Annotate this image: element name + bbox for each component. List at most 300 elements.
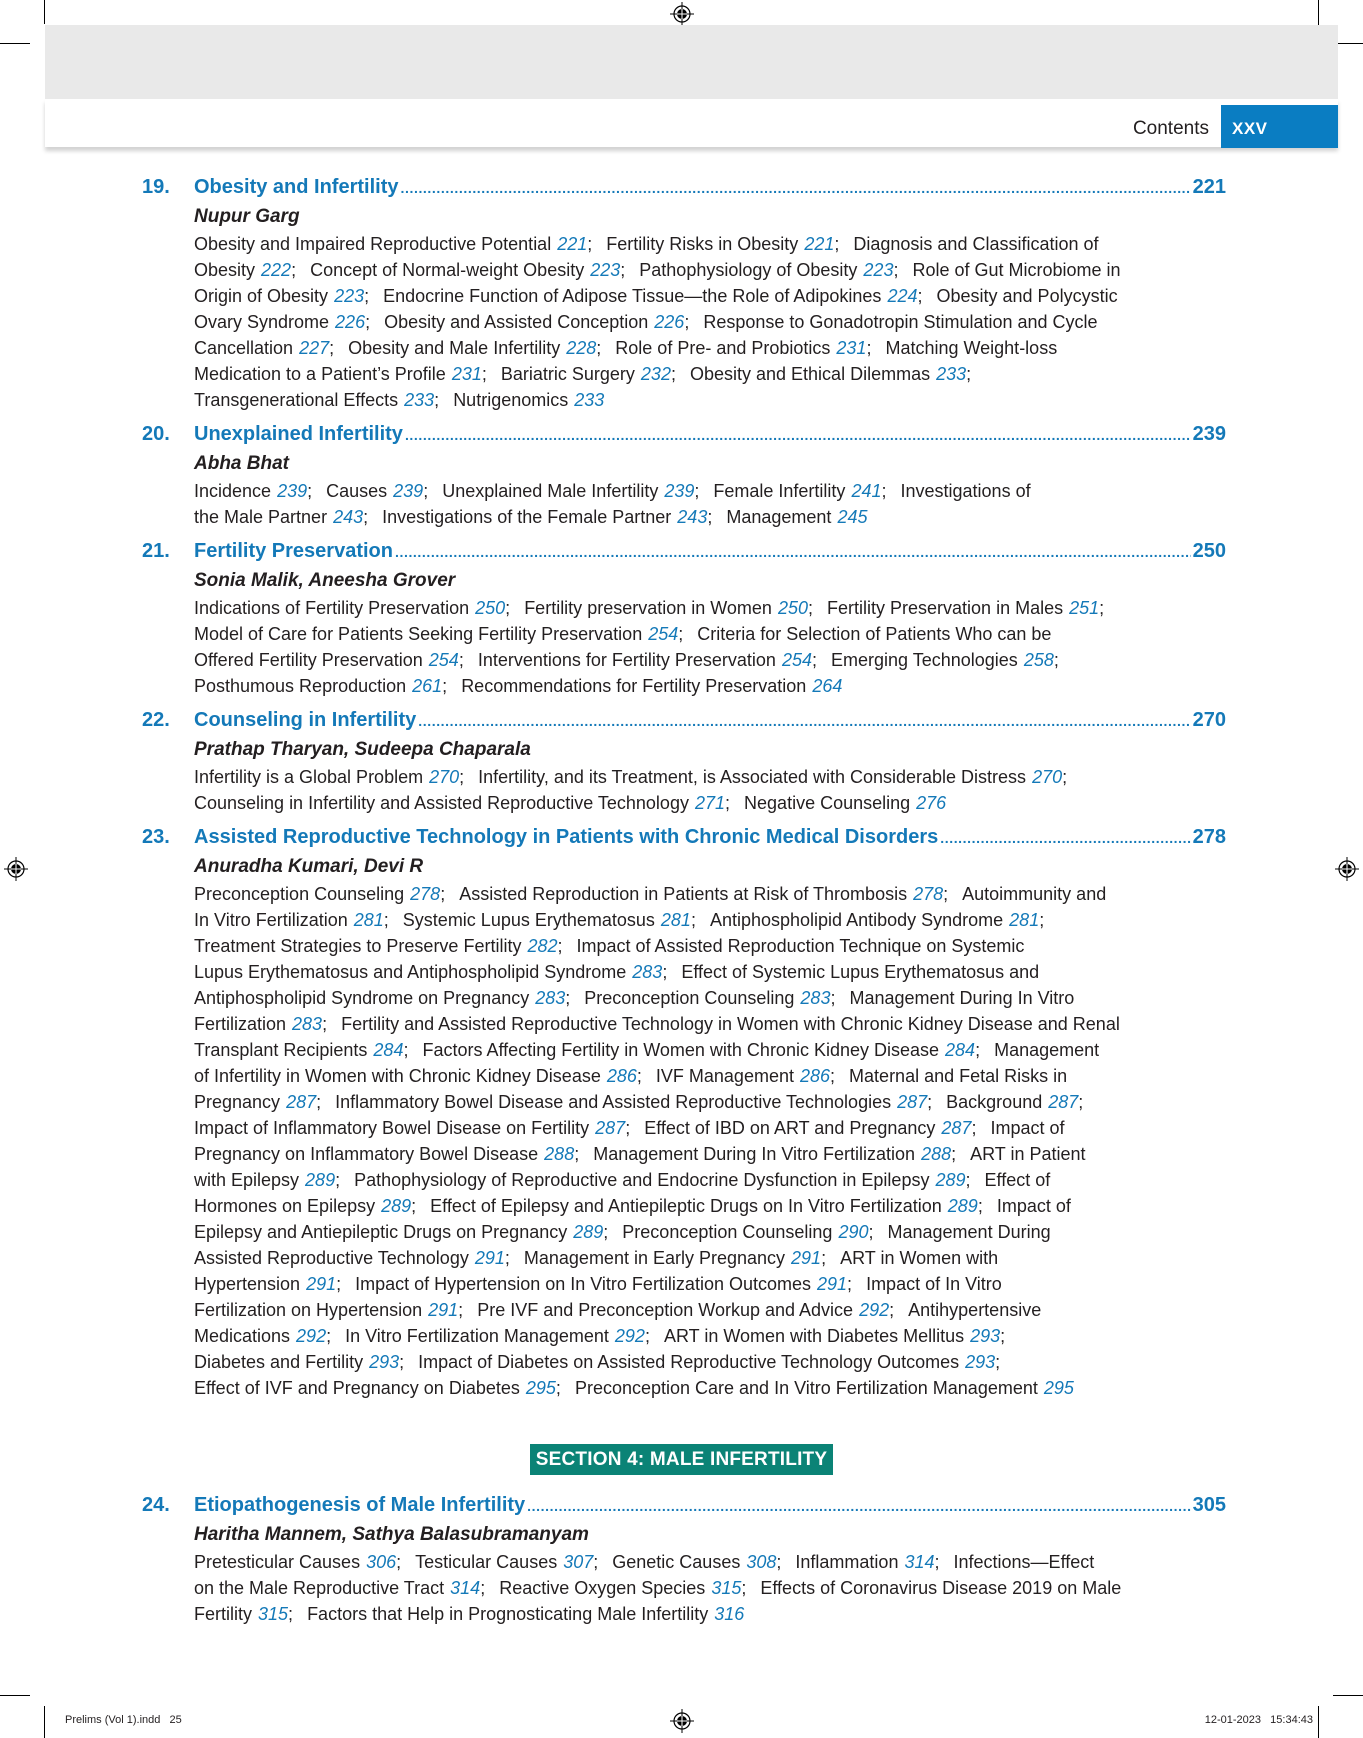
topic-title: Hypertension xyxy=(194,1274,301,1294)
chapter-title-row[interactable] xyxy=(142,1494,1226,1521)
topic-page-number[interactable]: 306 xyxy=(366,1552,397,1572)
topic-page-number[interactable]: 278 xyxy=(410,884,441,904)
topic-page-number[interactable]: 239 xyxy=(393,481,424,501)
topic-title: Obesity and Ethical Dilemmas xyxy=(689,364,931,384)
topic-line xyxy=(194,1063,1226,1089)
topic-title: Indications of Fertility Preservation xyxy=(194,598,470,618)
topic-title: Diabetes and Fertility xyxy=(194,1352,364,1372)
topic-page-number[interactable]: 231 xyxy=(451,364,482,384)
topic-title: Infertility, and its Treatment, is Associated with Considerable Distress xyxy=(478,767,1027,787)
topic-separator: ; xyxy=(977,1196,983,1216)
toc-entry xyxy=(142,176,1226,413)
topic-title: Recommendations for Fertility Preservation xyxy=(461,676,807,696)
topic-separator: ; xyxy=(481,364,487,384)
topic-separator: ; xyxy=(934,1552,940,1572)
chapter-title-row[interactable] xyxy=(142,423,1226,450)
topic-page-number[interactable]: 254 xyxy=(428,650,459,670)
dot-leader xyxy=(405,423,1191,446)
topic-line xyxy=(194,1089,1226,1115)
topic-line xyxy=(194,647,1226,673)
topic-title: Posthumous Reproduction xyxy=(194,676,407,696)
topic-separator: ; xyxy=(625,1118,631,1138)
topic-page-number[interactable]: 284 xyxy=(945,1040,976,1060)
page-folio: XXV xyxy=(1221,105,1338,148)
topic-separator: ; xyxy=(555,1378,561,1398)
topic-title: Medication to a Patient’s Profile xyxy=(194,364,446,384)
topic-title: Management During xyxy=(887,1222,1051,1242)
topic-title: Management During In Vitro xyxy=(849,988,1075,1008)
chapter-authors: Nupur Garg xyxy=(194,206,300,227)
topic-title: Pathophysiology of Obesity xyxy=(639,260,858,280)
topic-separator: ; xyxy=(603,1222,609,1242)
topic-page-number[interactable]: 270 xyxy=(1032,767,1063,787)
chapter-title-row[interactable] xyxy=(142,826,1226,853)
topic-title: Pathophysiology of Reproductive and Endocrine Dysfunction in Epilepsy xyxy=(354,1170,930,1190)
chapter-title-link[interactable]: Etiopathogenesis of Male Infertility xyxy=(194,1494,526,1516)
topic-line xyxy=(194,1141,1226,1167)
crop-mark xyxy=(0,43,30,44)
topic-page-number[interactable]: 293 xyxy=(965,1352,996,1372)
topic-line xyxy=(194,1011,1226,1037)
topic-title: Impact of Diabetes on Assisted Reproductive Technology Outcomes xyxy=(418,1352,960,1372)
topic-line xyxy=(194,1601,1226,1627)
topic-title: Impact of Assisted Reproduction Technique on Systemic xyxy=(576,936,1025,956)
chapter-topics xyxy=(194,881,1226,1401)
topic-page-number[interactable]: 292 xyxy=(296,1326,327,1346)
topic-title: Pregnancy xyxy=(194,1092,281,1112)
topic-title: Fertility Preservation in Males xyxy=(827,598,1064,618)
chapter-page-number[interactable]: 278 xyxy=(1192,826,1226,848)
topic-line xyxy=(194,478,1226,504)
topic-page-number[interactable]: 241 xyxy=(851,481,882,501)
topic-page-number[interactable]: 281 xyxy=(353,910,384,930)
topic-page-number[interactable]: 251 xyxy=(1069,598,1100,618)
topic-separator: ; xyxy=(434,390,440,410)
registration-mark-icon xyxy=(1335,857,1359,881)
slug-filename: Prelims (Vol 1).indd 25 xyxy=(65,1714,182,1726)
crop-mark xyxy=(1318,1706,1319,1738)
topic-page-number[interactable]: 250 xyxy=(777,598,808,618)
topic-title: Nutrigenomics xyxy=(453,390,569,410)
topic-page-number[interactable]: 254 xyxy=(781,650,812,670)
topic-title: Impact of xyxy=(996,1196,1071,1216)
crop-mark xyxy=(44,1706,45,1738)
topic-page-number[interactable]: 233 xyxy=(574,390,605,410)
topic-line xyxy=(194,959,1226,985)
topic-page-number[interactable]: 289 xyxy=(573,1222,604,1242)
topic-page-number[interactable]: 287 xyxy=(595,1118,626,1138)
topic-line xyxy=(194,1549,1226,1575)
topic-title: Effects of Coronavirus Disease 2019 on Male xyxy=(760,1578,1122,1598)
topic-page-number[interactable]: 221 xyxy=(557,234,588,254)
topic-page-number[interactable]: 281 xyxy=(660,910,691,930)
topic-separator: ; xyxy=(1099,598,1105,618)
topic-page-number[interactable]: 284 xyxy=(373,1040,404,1060)
topic-line xyxy=(194,283,1226,309)
topic-page-number[interactable]: 222 xyxy=(261,260,292,280)
topic-page-number[interactable]: 289 xyxy=(305,1170,336,1190)
chapter-title-link[interactable]: Unexplained Infertility xyxy=(194,423,403,445)
topic-title: Management xyxy=(726,507,832,527)
dot-leader xyxy=(940,826,1190,849)
topic-separator: ; xyxy=(965,1170,971,1190)
topic-page-number[interactable]: 316 xyxy=(714,1604,745,1624)
topic-title: Lupus Erythematosus and Antiphospholipid Syndrome xyxy=(194,962,627,982)
topic-separator: ; xyxy=(336,1274,342,1294)
topic-separator: ; xyxy=(363,507,369,527)
topic-page-number[interactable]: 289 xyxy=(381,1196,412,1216)
header-band xyxy=(45,25,1338,99)
topic-title: Obesity and Assisted Conception xyxy=(384,312,649,332)
topic-title: Assisted Reproduction in Patients at Risk of Thrombosis xyxy=(459,884,908,904)
topic-separator: ; xyxy=(596,338,602,358)
chapter-authors: Anuradha Kumari, Devi R xyxy=(194,856,424,877)
topic-page-number[interactable]: 288 xyxy=(921,1144,952,1164)
topic-title: on the Male Reproductive Tract xyxy=(194,1578,445,1598)
topic-page-number[interactable]: 286 xyxy=(799,1066,831,1086)
chapter-topics xyxy=(194,595,1226,699)
table-of-contents xyxy=(142,176,1226,1411)
topic-page-number[interactable]: 223 xyxy=(863,260,894,280)
topic-page-number[interactable]: 286 xyxy=(606,1066,637,1086)
topic-separator: ; xyxy=(322,1014,328,1034)
toc-entry xyxy=(142,826,1226,1401)
topic-line xyxy=(194,1037,1226,1063)
chapter-number: 22. xyxy=(142,709,170,731)
topic-title: Obesity and Polycystic xyxy=(936,286,1118,306)
topic-page-number[interactable]: 295 xyxy=(525,1378,556,1398)
topic-page-number[interactable]: 291 xyxy=(817,1274,848,1294)
topic-page-number[interactable]: 314 xyxy=(904,1552,935,1572)
running-head: Contents xyxy=(1132,118,1209,139)
topic-title: Infections—Effect xyxy=(953,1552,1095,1572)
topic-separator: ; xyxy=(411,1196,417,1216)
topic-separator: ; xyxy=(458,1300,464,1320)
topic-page-number[interactable]: 293 xyxy=(970,1326,1001,1346)
dot-leader xyxy=(400,176,1190,199)
topic-page-number[interactable]: 282 xyxy=(527,936,558,956)
topic-page-number[interactable]: 245 xyxy=(837,507,868,527)
topic-title: Female Infertility xyxy=(713,481,846,501)
topic-separator: ; xyxy=(504,1248,510,1268)
toc-entry xyxy=(142,709,1226,816)
topic-page-number[interactable]: 295 xyxy=(1043,1378,1074,1398)
topic-title: Effect of Systemic Lupus Erythematosus and xyxy=(681,962,1040,982)
topic-page-number[interactable]: 243 xyxy=(333,507,364,527)
topic-page-number[interactable]: 287 xyxy=(1048,1092,1079,1112)
topic-title: Impact of In Vitro xyxy=(866,1274,1002,1294)
topic-title: Autoimmunity and xyxy=(962,884,1107,904)
chapter-authors: Haritha Mannem, Sathya Balasubramanyam xyxy=(194,1524,589,1545)
chapter-title-row[interactable] xyxy=(142,540,1226,567)
topic-title: Fertilization on Hypertension xyxy=(194,1300,423,1320)
chapter-title-row[interactable] xyxy=(142,176,1226,203)
topic-title: Emerging Technologies xyxy=(831,650,1018,670)
topic-title: Pretesticular Causes xyxy=(194,1552,361,1572)
chapter-number: 24. xyxy=(142,1494,170,1516)
topic-page-number[interactable]: 223 xyxy=(334,286,365,306)
topic-separator: ; xyxy=(399,1352,405,1372)
topic-separator: ; xyxy=(587,234,593,254)
topic-page-number[interactable]: 221 xyxy=(804,234,835,254)
chapter-title-link[interactable]: Assisted Reproductive Technology in Patients with Chronic Medical Disorders xyxy=(194,826,939,848)
topic-title: Ovary Syndrome xyxy=(194,312,330,332)
topic-page-number[interactable]: 291 xyxy=(306,1274,337,1294)
chapter-title-link[interactable]: Obesity and Infertility xyxy=(194,176,399,198)
topic-title: Criteria for Selection of Patients Who can be xyxy=(697,624,1052,644)
chapter-page-number[interactable]: 305 xyxy=(1192,1494,1226,1516)
topic-separator: ; xyxy=(951,1144,957,1164)
topic-separator: ; xyxy=(678,624,684,644)
topic-title: Impact of Inflammatory Bowel Disease on Fertility xyxy=(194,1118,590,1138)
topic-page-number[interactable]: 289 xyxy=(947,1196,978,1216)
topic-separator: ; xyxy=(480,1578,486,1598)
topic-page-number[interactable]: 233 xyxy=(936,364,967,384)
topic-page-number[interactable]: 283 xyxy=(632,962,663,982)
topic-page-number[interactable]: 243 xyxy=(677,507,708,527)
topic-separator: ; xyxy=(335,1170,341,1190)
table-of-contents-section-4 xyxy=(142,1494,1226,1637)
topic-page-number[interactable]: 261 xyxy=(412,676,443,696)
topic-title: Infertility is a Global Problem xyxy=(194,767,424,787)
topic-page-number[interactable]: 228 xyxy=(566,338,597,358)
topic-page-number[interactable]: 227 xyxy=(299,338,330,358)
topic-separator: ; xyxy=(574,1144,580,1164)
topic-title: Management During In Vitro Fertilization xyxy=(593,1144,916,1164)
topic-separator: ; xyxy=(694,481,700,501)
topic-title: Factors that Help in Prognosticating Male Infertility xyxy=(307,1604,709,1624)
topic-separator: ; xyxy=(1039,910,1045,930)
topic-separator: ; xyxy=(459,767,465,787)
topic-separator: ; xyxy=(440,884,446,904)
topic-page-number[interactable]: 271 xyxy=(694,793,726,813)
topic-page-number[interactable]: 233 xyxy=(404,390,435,410)
chapter-number: 19. xyxy=(142,176,170,198)
chapter-title-link[interactable]: Fertility Preservation xyxy=(194,540,393,562)
topic-title: In Vitro Fertilization Management xyxy=(345,1326,609,1346)
chapter-page-number[interactable]: 250 xyxy=(1192,540,1226,562)
topic-page-number[interactable]: 239 xyxy=(664,481,695,501)
topic-page-number[interactable]: 283 xyxy=(292,1014,323,1034)
topic-separator: ; xyxy=(684,312,690,332)
toc-entry xyxy=(142,540,1226,699)
chapter-title-link[interactable]: Counseling in Infertility xyxy=(194,709,417,731)
topic-separator: ; xyxy=(725,793,731,813)
topic-page-number[interactable]: 278 xyxy=(913,884,944,904)
topic-separator: ; xyxy=(662,962,668,982)
topic-page-number[interactable]: 291 xyxy=(428,1300,459,1320)
topic-separator: ; xyxy=(593,1552,599,1572)
topic-page-number[interactable]: 290 xyxy=(838,1222,869,1242)
topic-title: Transgenerational Effects xyxy=(194,390,399,410)
crop-mark xyxy=(1333,1695,1363,1696)
topic-title: Effect of IVF and Pregnancy on Diabetes xyxy=(194,1378,520,1398)
topic-title: Causes xyxy=(326,481,388,501)
topic-page-number[interactable]: 283 xyxy=(535,988,566,1008)
topic-separator: ; xyxy=(670,364,676,384)
topic-separator: ; xyxy=(966,364,972,384)
topic-page-number[interactable]: 307 xyxy=(563,1552,594,1572)
topic-page-number[interactable]: 315 xyxy=(258,1604,289,1624)
topic-title: Fertility preservation in Women xyxy=(524,598,772,618)
topic-page-number[interactable]: 293 xyxy=(369,1352,400,1372)
topic-title: Matching Weight-loss xyxy=(885,338,1058,358)
topic-separator: ; xyxy=(1000,1326,1006,1346)
topic-line xyxy=(194,1323,1226,1349)
topic-page-number[interactable]: 287 xyxy=(286,1092,317,1112)
topic-page-number[interactable]: 231 xyxy=(836,338,867,358)
topic-title: Reactive Oxygen Species xyxy=(499,1578,706,1598)
topic-page-number[interactable]: 276 xyxy=(916,793,947,813)
topic-separator: ; xyxy=(889,1300,895,1320)
topic-separator: ; xyxy=(557,936,563,956)
topic-title: Preconception Care and In Vitro Fertilization Management xyxy=(574,1378,1038,1398)
topic-title: Investigations of xyxy=(900,481,1031,501)
topic-title: Incidence xyxy=(194,481,272,501)
topic-title: ART in Women with Diabetes Mellitus xyxy=(663,1326,965,1346)
chapter-page-number[interactable]: 270 xyxy=(1192,709,1226,731)
topic-title: Cancellation xyxy=(194,338,294,358)
topic-line xyxy=(194,361,1226,387)
topic-title: Assisted Reproductive Technology xyxy=(194,1248,469,1268)
topic-separator: ; xyxy=(812,650,818,670)
topic-page-number[interactable]: 283 xyxy=(800,988,831,1008)
chapter-page-number[interactable]: 239 xyxy=(1192,423,1226,445)
topic-line xyxy=(194,309,1226,335)
topic-title: Fertilization xyxy=(194,1014,287,1034)
topic-title: Model of Care for Patients Seeking Fertility Preservation xyxy=(194,624,643,644)
topic-page-number[interactable]: 308 xyxy=(746,1552,777,1572)
topic-title: Effect of xyxy=(984,1170,1051,1190)
topic-title: Negative Counseling xyxy=(744,793,911,813)
topic-title: Factors Affecting Fertility in Women with Chronic Kidney Disease xyxy=(422,1040,940,1060)
topic-title: Origin of Obesity xyxy=(194,286,329,306)
topic-separator: ; xyxy=(316,1092,322,1112)
topic-line xyxy=(194,335,1226,361)
topic-separator: ; xyxy=(565,988,571,1008)
chapter-number: 21. xyxy=(142,540,170,562)
dot-leader xyxy=(418,709,1190,732)
topic-separator: ; xyxy=(636,1066,642,1086)
topic-separator: ; xyxy=(830,1066,836,1086)
topic-page-number[interactable]: 287 xyxy=(897,1092,928,1112)
topic-title: Role of Gut Microbiome in xyxy=(912,260,1121,280)
topic-separator: ; xyxy=(868,1222,874,1242)
topic-separator: ; xyxy=(975,1040,981,1060)
topic-separator: ; xyxy=(881,481,887,501)
chapter-number: 23. xyxy=(142,826,170,848)
topic-page-number[interactable]: 226 xyxy=(335,312,366,332)
topic-separator: ; xyxy=(288,1604,294,1624)
topic-page-number[interactable]: 281 xyxy=(1009,910,1040,930)
topic-title: In Vitro Fertilization xyxy=(194,910,348,930)
topic-title: Offered Fertility Preservation xyxy=(194,650,423,670)
topic-line xyxy=(194,933,1226,959)
topic-page-number[interactable]: 239 xyxy=(277,481,308,501)
section-banner: SECTION 4: MALE INFERTILITY xyxy=(530,1444,833,1475)
topic-title: the Male Partner xyxy=(194,507,328,527)
topic-separator: ; xyxy=(423,481,429,501)
chapter-number: 20. xyxy=(142,423,170,445)
crop-mark xyxy=(44,0,45,24)
topic-page-number[interactable]: 292 xyxy=(859,1300,890,1320)
topic-page-number[interactable]: 223 xyxy=(590,260,621,280)
topic-page-number[interactable]: 264 xyxy=(812,676,843,696)
registration-mark-icon xyxy=(670,2,694,26)
topic-page-number[interactable]: 315 xyxy=(711,1578,742,1598)
topic-separator: ; xyxy=(847,1274,853,1294)
topic-separator: ; xyxy=(808,598,814,618)
chapter-topics xyxy=(194,231,1226,413)
topic-title: Impact of xyxy=(990,1118,1065,1138)
topic-page-number[interactable]: 250 xyxy=(475,598,506,618)
topic-page-number[interactable]: 289 xyxy=(935,1170,966,1190)
chapter-title-row[interactable] xyxy=(142,709,1226,736)
topic-title: Medications xyxy=(194,1326,291,1346)
topic-line xyxy=(194,1575,1226,1601)
topic-title: Inflammatory Bowel Disease and Assisted Reproductive Technologies xyxy=(335,1092,892,1112)
topic-line xyxy=(194,1167,1226,1193)
topic-page-number[interactable]: 232 xyxy=(640,364,671,384)
topic-line xyxy=(194,621,1226,647)
topic-line xyxy=(194,387,1226,413)
topic-title: Obesity and Impaired Reproductive Potential xyxy=(194,234,552,254)
topic-title: Obesity xyxy=(194,260,256,280)
toc-entry xyxy=(142,423,1226,530)
topic-separator: ; xyxy=(927,1092,933,1112)
topic-title: Maternal and Fetal Risks in xyxy=(849,1066,1068,1086)
registration-mark-icon xyxy=(4,857,28,881)
topic-title: Antiphospholipid Syndrome on Pregnancy xyxy=(194,988,530,1008)
topic-separator: ; xyxy=(707,507,713,527)
topic-page-number[interactable]: 258 xyxy=(1023,650,1054,670)
topic-page-number[interactable]: 288 xyxy=(544,1144,575,1164)
topic-page-number[interactable]: 314 xyxy=(450,1578,481,1598)
chapter-page-number[interactable]: 221 xyxy=(1192,176,1226,198)
topic-line xyxy=(194,764,1226,790)
topic-separator: ; xyxy=(329,338,335,358)
topic-separator: ; xyxy=(893,260,899,280)
topic-separator: ; xyxy=(505,598,511,618)
topic-page-number[interactable]: 254 xyxy=(648,624,679,644)
topic-title: Treatment Strategies to Preserve Fertility xyxy=(194,936,522,956)
topic-title: Background xyxy=(946,1092,1043,1112)
chapter-authors: Sonia Malik, Aneesha Grover xyxy=(194,570,456,591)
topic-page-number[interactable]: 287 xyxy=(941,1118,972,1138)
topic-separator: ; xyxy=(291,260,297,280)
topic-line xyxy=(194,1349,1226,1375)
topic-separator: ; xyxy=(364,286,370,306)
topic-separator: ; xyxy=(326,1326,332,1346)
topic-page-number[interactable]: 291 xyxy=(791,1248,822,1268)
topic-line xyxy=(194,1245,1226,1271)
topic-title: Hormones on Epilepsy xyxy=(194,1196,376,1216)
topic-title: Endocrine Function of Adipose Tissue—the Role of Adipokines xyxy=(383,286,882,306)
chapter-topics xyxy=(194,1549,1226,1627)
registration-mark-icon xyxy=(670,1709,694,1733)
topic-title: Concept of Normal-weight Obesity xyxy=(310,260,585,280)
topic-page-number[interactable]: 292 xyxy=(614,1326,645,1346)
topic-title: Genetic Causes xyxy=(612,1552,741,1572)
topic-line xyxy=(194,1271,1226,1297)
topic-page-number[interactable]: 291 xyxy=(474,1248,505,1268)
topic-page-number[interactable]: 224 xyxy=(887,286,918,306)
topic-line xyxy=(194,673,1226,699)
topic-page-number[interactable]: 226 xyxy=(654,312,685,332)
topic-separator: ; xyxy=(1078,1092,1084,1112)
topic-title: Fertility xyxy=(194,1604,252,1624)
topic-page-number[interactable]: 270 xyxy=(429,767,460,787)
